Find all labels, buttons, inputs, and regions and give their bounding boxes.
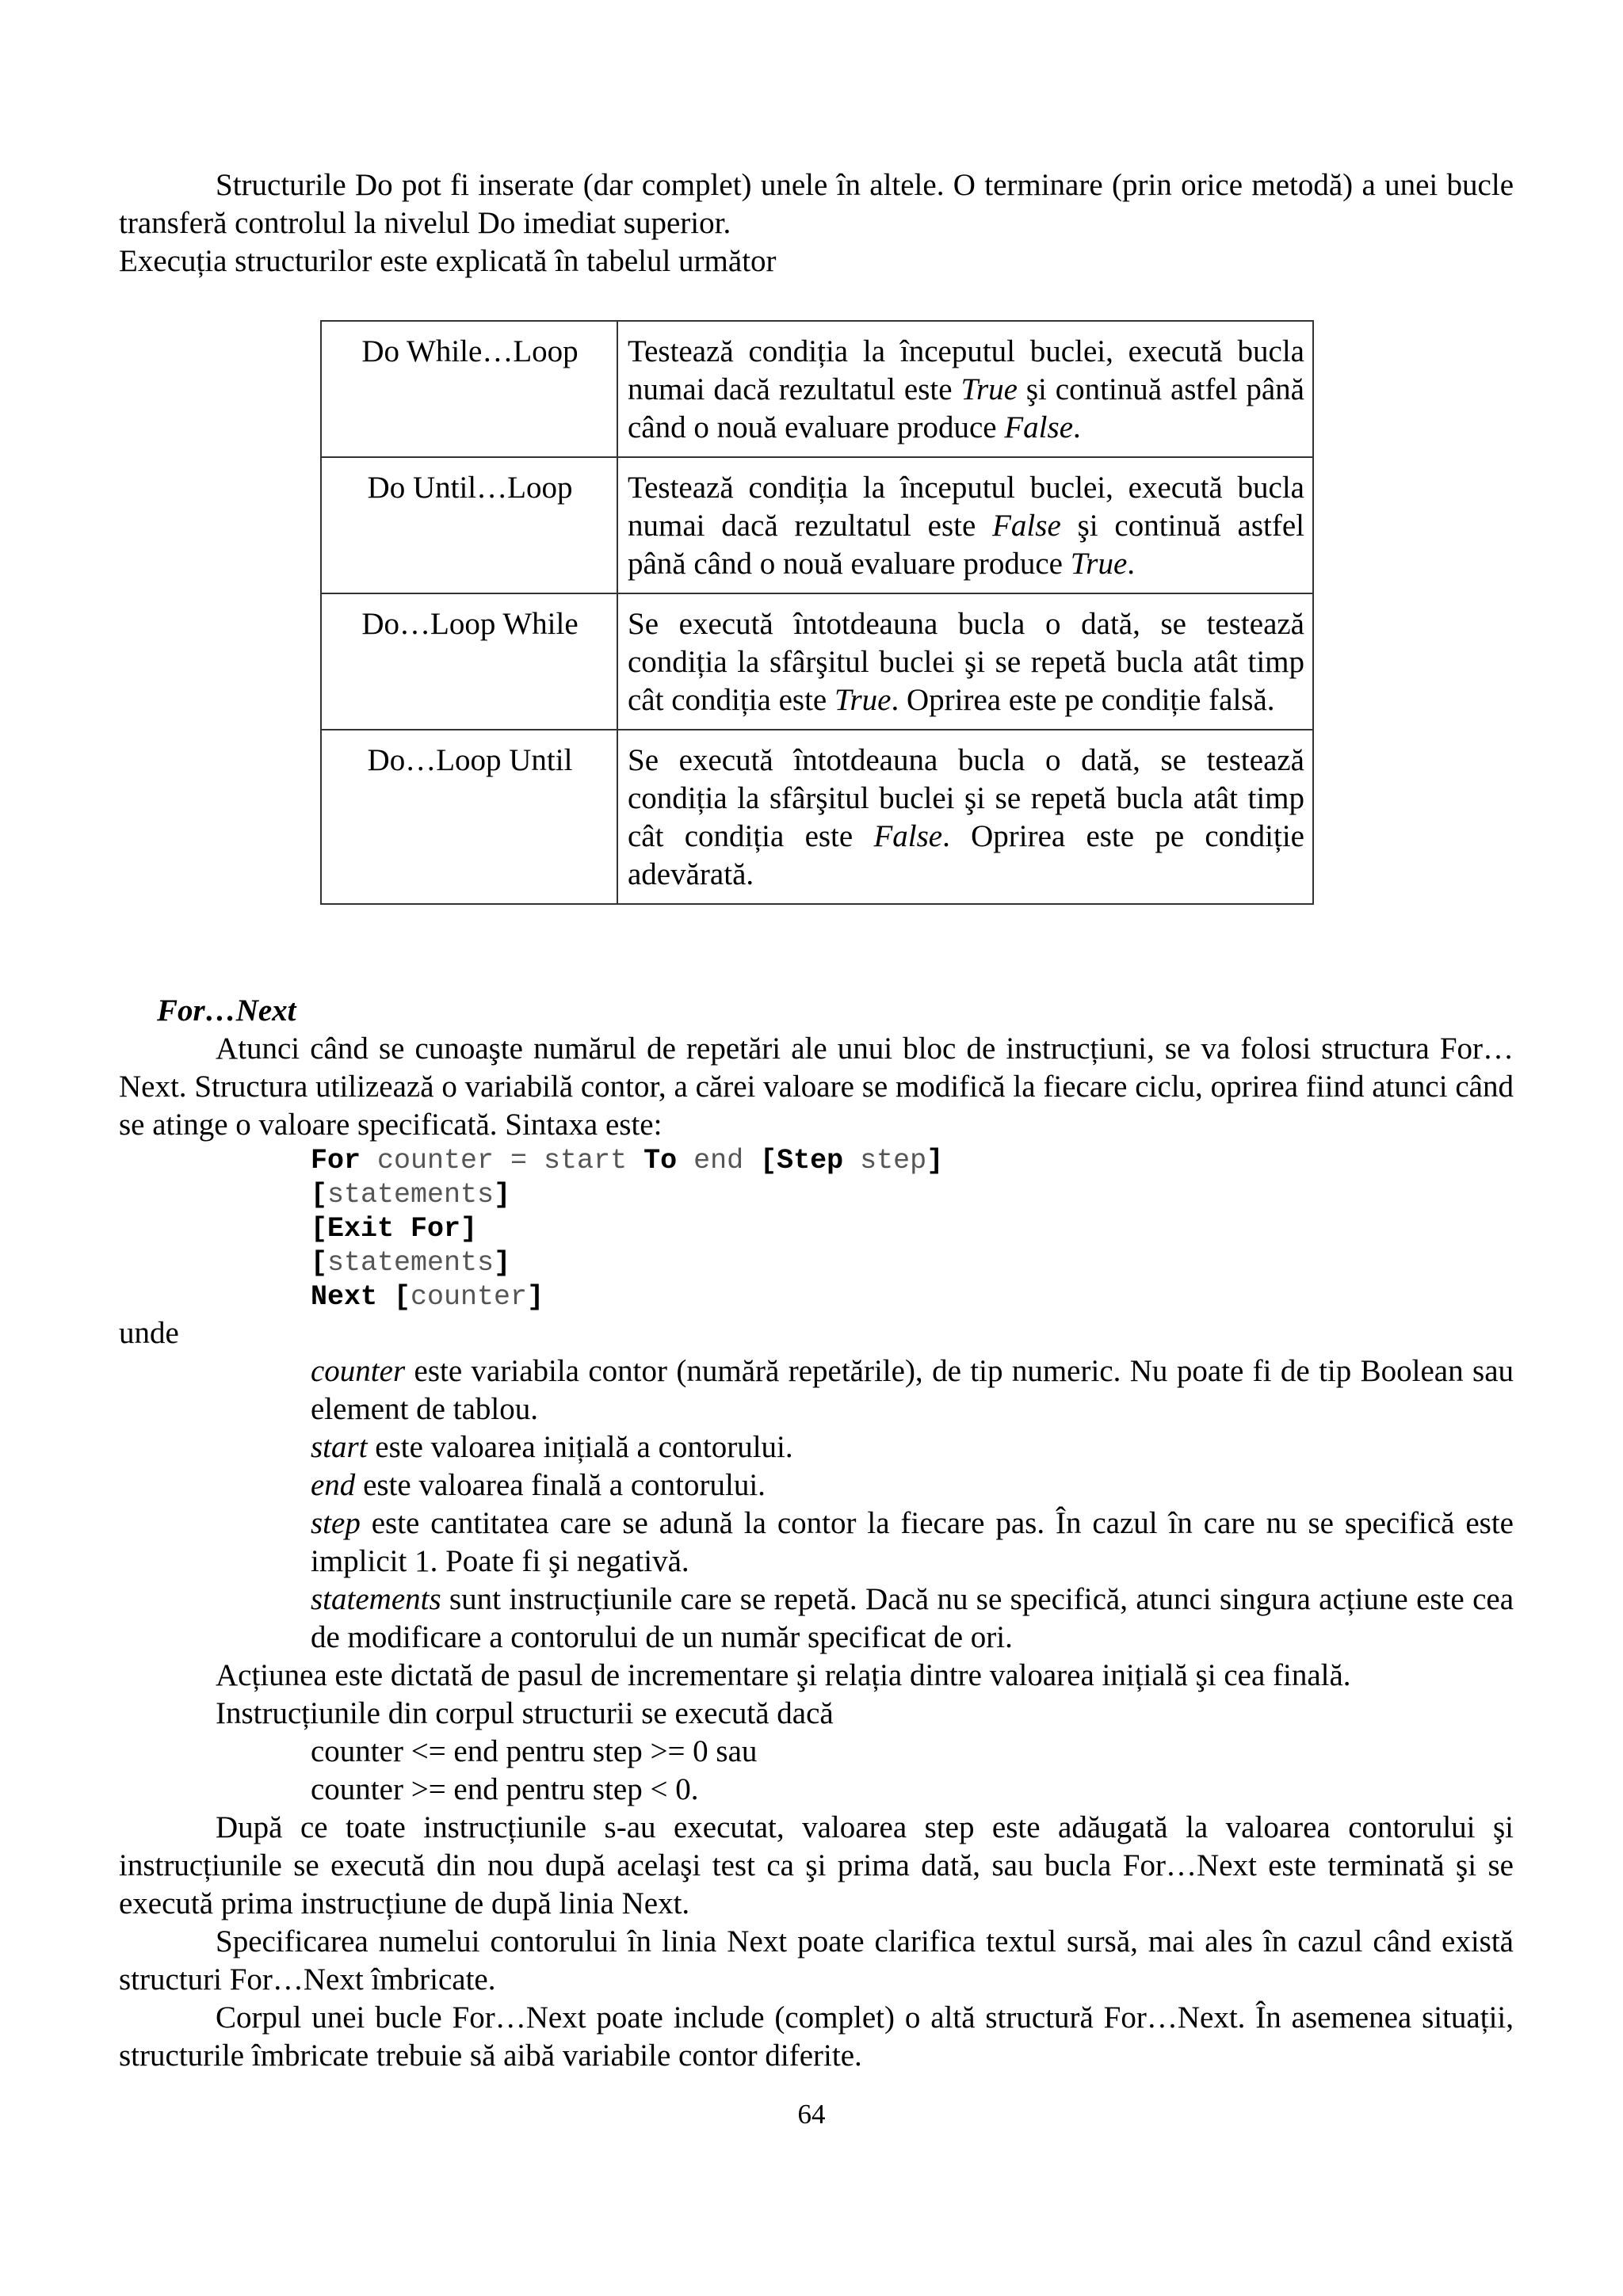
code-line: [statements] [311,1179,511,1211]
section-paragraph: Corpul unei bucle For…Next poate include (complet) o altă structură For…Next. În asemenea situații, structurile îmbricate trebuie să aibă variabile contor diferite. [119,2000,1514,2073]
definition-item: statements sunt instrucțiunile care se repetă. Dacă nu se specifică, atunci singura acțiune este cea de modificare a contorului de un număr specificat de ori. [311,1582,1514,1654]
loop-description-cell: Testează condiția la începutul buclei, execută bucla numai dacă rezultatul este False şi continuă astfel până când o nouă evaluare produce True. [617,457,1313,593]
definition-item: counter este variabila contor (numără repetările), de tip numeric. Nu poate fi de tip Boolean sau element de tablou. [311,1354,1514,1426]
loop-description-cell: Se execută întotdeauna bucla o dată, se testează condiția la sfârşitul buclei şi se repetă bucla atât timp cât condiția este True. Oprirea este pe condiție falsă. [617,593,1313,730]
intro-table-lead: Execuția structurilor este explicată în tabelul următor [119,244,777,278]
definition-item: end este valoarea finală a contorului. [311,1468,766,1502]
do-loop-table [320,320,1314,905]
table-row [321,457,1313,593]
intro-paragraph: Structurile Do pot fi inserate (dar complet) unele în altele. O terminare (prin orice metodă) a unei bucle transferă controlul la nivelul Do imediat superior. [119,168,1514,240]
section-paragraph: Acțiunea este dictată de pasul de incrementare şi relația dintre valoarea inițială şi cea finală. [216,1658,1351,1692]
document-page [119,166,1514,2075]
loop-name-cell: Do…Loop Until [321,730,617,904]
loop-name-cell: Do While…Loop [321,321,617,457]
section-paragraph: După ce toate instrucțiunile s-au executat, valoarea step este adăugată la valoarea contorului şi instrucțiunile se execută din nou după acelaşi test ca şi prima dată, sau bucla For…Next este terminată şi se execută prima instrucțiune de după linia Next. [119,1810,1514,1920]
table-row [321,593,1313,730]
section-heading: For…Next [157,994,296,1028]
table-row [321,730,1313,904]
definitions-list [119,1352,1514,1657]
loop-description-cell: Testează condiția la începutul buclei, execută bucla numai dacă rezultatul este True şi continuă astfel până când o nouă evaluare produce False. [617,321,1313,457]
syntax-code-block [119,1144,1514,1314]
section-paragraph: Atunci când se cunoaşte numărul de repetări ale unui bloc de instrucțiuni, se va folosi structura For…Next. Structura utilizează o variabilă contor, a cărei valoare se modifică la fiecare ciclu, oprirea fiind atunci când se atinge o valoare specificată. Sintaxa este: [119,1032,1514,1142]
section-paragraph: Instrucțiunile din corpul structurii se execută dacă [216,1696,834,1730]
condition-line: counter >= end pentru step < 0. [311,1772,699,1806]
loop-description-cell: Se execută întotdeauna bucla o dată, se testează condiția la sfârşitul buclei şi se repetă bucla atât timp cât condiția este False. Oprirea este pe condiție adevărată. [617,730,1313,904]
condition-line: counter <= end pentru step >= 0 sau [311,1734,758,1768]
definition-item: start este valoarea inițială a contorului. [311,1430,793,1464]
where-label: unde [119,1316,179,1350]
code-line: For counter = start To end [Step step] [311,1145,944,1177]
code-line: [Exit For] [311,1213,478,1245]
loop-name-cell: Do…Loop While [321,593,617,730]
code-line: [statements] [311,1247,511,1279]
definition-item: step este cantitatea care se adună la contor la fiecare pas. În cazul în care nu se specifică este implicit 1. Poate fi şi negativă. [311,1506,1514,1578]
table-row [321,321,1313,457]
loop-name-cell: Do Until…Loop [321,457,617,593]
code-line: Next [counter] [311,1281,544,1313]
page-number: 64 [797,2099,826,2130]
section-paragraph: Specificarea numelui contorului în linia Next poate clarifica textul sursă, mai ales în cazul când există structuri For…Next îmbricate. [119,1924,1514,1997]
